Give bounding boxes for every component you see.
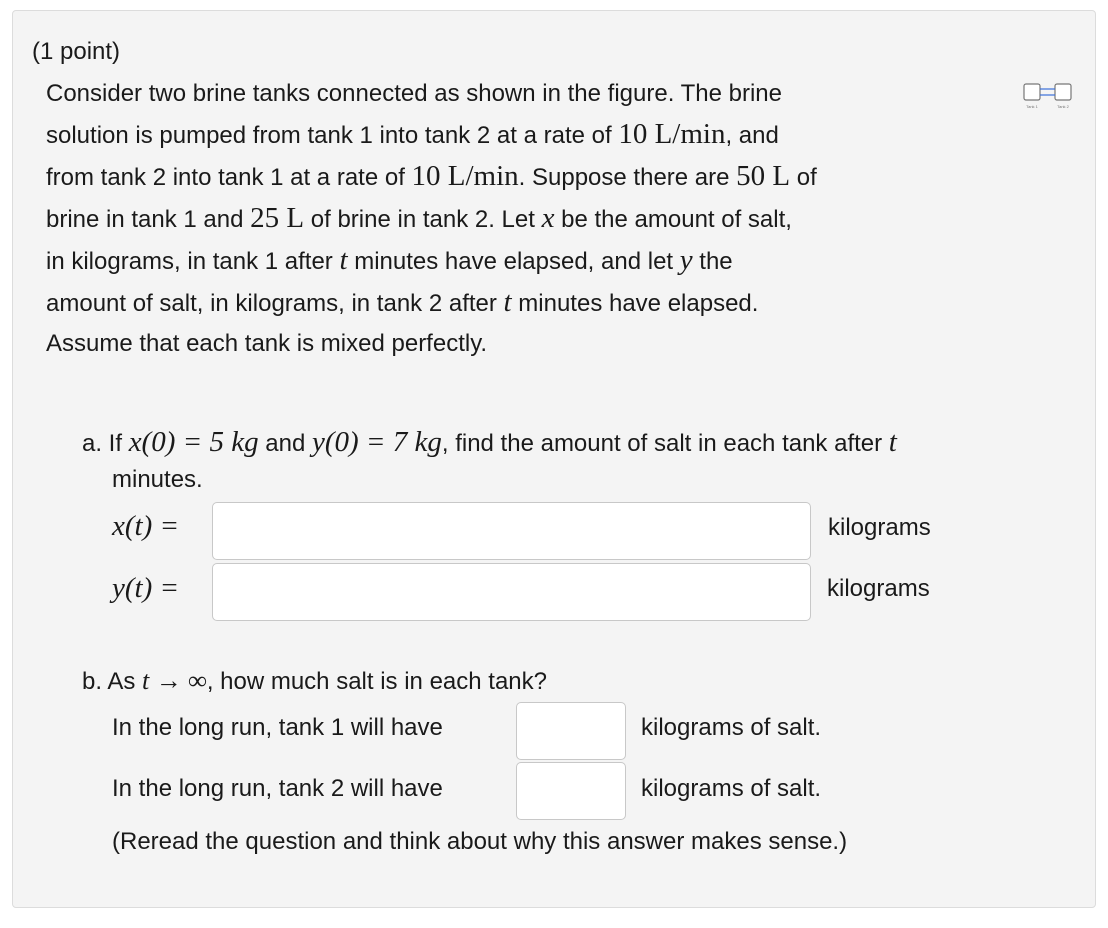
part-a-question-cont: minutes. xyxy=(112,466,203,493)
initial-condition-x: x(0) = 5 kg xyxy=(128,426,259,458)
part-a-question: a. If x(0) = 5 kg and y(0) = 7 kg, find the amount of salt in each tank after t xyxy=(82,426,897,458)
tank-1-label: Tank 1 xyxy=(1026,104,1038,109)
problem-statement: Consider two brine tanks connected as shown in the figure. The brine solution is pumped from tank 1 into tank 2 at a rate of 10 L/min, and from tank 2 into tank 1 at a rate of 10 L/min. Suppose there are 50 L of brine in tank 1 and 25 L of brine in tank 2. Let x be the amount of salt, in kilograms, in tank 1 after t minutes have elapsed, and let y the amount of salt, in kilograms, in tank 2 after t minutes have elapsed. Assume that each tank is mixed perfectly. xyxy=(46,80,817,357)
tank-1-unit-label: kilograms of salt. xyxy=(641,714,822,741)
rate-2: 10 L/min xyxy=(411,160,519,192)
rate-1: 10 L/min xyxy=(618,118,726,150)
initial-condition-y: y(0) = 7 kg xyxy=(311,426,442,458)
x-unit-label: kilograms xyxy=(828,514,931,541)
part-b-question: b. As t → ∞, how much salt is in each tank? xyxy=(82,666,547,695)
tank-1-longrun-label: In the long run, tank 1 will have xyxy=(112,714,443,741)
tank-2-longrun-label: In the long run, tank 2 will have xyxy=(112,775,443,802)
tank-1-longrun-input[interactable] xyxy=(516,702,626,760)
tank-2-longrun-input[interactable] xyxy=(516,762,626,820)
x-of-t-input[interactable] xyxy=(212,502,811,560)
reread-note: (Reread the question and think about why this answer makes sense.) xyxy=(112,828,848,855)
limit-expression: t → ∞ xyxy=(142,666,207,695)
tank-diagram-thumbnail[interactable] xyxy=(1022,80,1074,115)
tanks-icon xyxy=(1022,80,1074,110)
point-value: (1 point) xyxy=(32,38,121,65)
tank-2-label: Tank 2 xyxy=(1057,104,1069,109)
y-of-t-input[interactable] xyxy=(212,563,811,621)
y-unit-label: kilograms xyxy=(827,575,930,602)
tank-2-unit-label: kilograms of salt. xyxy=(641,775,822,802)
x-of-t-label: x(t) = xyxy=(112,510,180,542)
volume-1: 50 L xyxy=(736,160,791,192)
volume-2: 25 L xyxy=(250,202,305,234)
y-of-t-label: y(t) = xyxy=(112,572,180,604)
